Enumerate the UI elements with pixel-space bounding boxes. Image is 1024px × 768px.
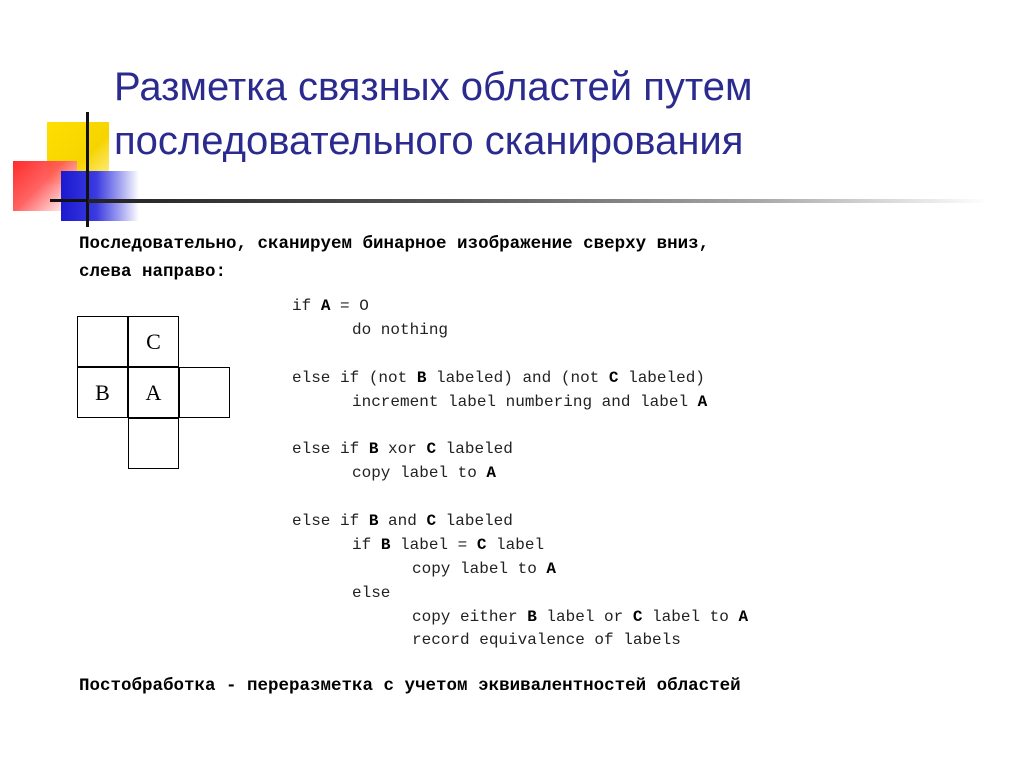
code-var: C	[608, 368, 619, 387]
logo-vertical-line	[86, 112, 89, 227]
slide-title-line-2: последовательного сканирования	[114, 119, 744, 163]
grid-cell-bottom	[128, 418, 179, 469]
code-text: label to	[642, 607, 739, 626]
code-var: A	[320, 297, 331, 315]
code-var: B	[527, 607, 537, 626]
slide-title-line-1: Разметка связных областей путем	[114, 65, 753, 109]
code-var: C	[476, 535, 487, 554]
code-var: C	[426, 512, 437, 531]
code-text: labeled)	[618, 368, 705, 387]
code-var: A	[697, 392, 708, 411]
code-text: else	[352, 583, 391, 602]
footer-text: Постобработка - переразметка с учетом эквивалентностей областей	[79, 676, 741, 696]
code-var: B	[368, 440, 379, 459]
code-text: labeled	[436, 512, 513, 531]
code-line	[292, 438, 992, 462]
code-text: label =	[390, 535, 477, 554]
code-text: xor	[378, 440, 427, 459]
code-line	[292, 391, 992, 415]
code-text: copy label to	[352, 464, 487, 483]
neighborhood-grid	[77, 316, 233, 472]
code-var: C	[632, 607, 643, 626]
code-line	[292, 295, 992, 319]
grid-label-b: B	[95, 379, 110, 405]
code-text: label or	[536, 607, 633, 626]
code-blank-line	[292, 486, 992, 510]
code-blank-line	[292, 414, 992, 438]
code-blank-line	[292, 343, 992, 367]
intro-line-2: слева направо:	[79, 262, 227, 282]
code-line	[292, 606, 992, 630]
grid-cell-right	[179, 367, 230, 418]
code-text: increment label numbering and label	[352, 392, 698, 411]
code-line	[292, 582, 992, 606]
code-var: A	[546, 559, 557, 578]
code-var: A	[486, 464, 497, 483]
intro-line-1: Последовательно, сканируем бинарное изображение сверху вниз,	[79, 234, 710, 254]
code-var: B	[416, 368, 427, 387]
pseudocode-block	[292, 295, 992, 653]
grid-label-a: A	[145, 379, 162, 405]
code-text: labeled) and (not	[426, 368, 609, 387]
code-line	[292, 462, 992, 486]
grid-cell-top-left	[77, 316, 128, 367]
code-line	[292, 534, 992, 558]
code-text: else if	[292, 440, 369, 459]
code-line	[292, 319, 992, 343]
code-text: else if (not	[292, 368, 417, 387]
code-text: if	[292, 297, 321, 315]
grid-cell-c	[128, 316, 179, 367]
code-text: if	[352, 535, 381, 554]
code-text: = O	[330, 297, 369, 315]
code-text: copy label to	[412, 559, 547, 578]
code-line	[292, 367, 992, 391]
code-var: C	[426, 440, 437, 459]
code-text: record equivalence of labels	[412, 631, 681, 650]
grid-label-c: C	[146, 328, 161, 354]
title-divider	[88, 199, 988, 203]
grid-cell-b	[77, 367, 128, 418]
code-var: A	[738, 607, 749, 626]
code-text: else if	[292, 512, 369, 531]
code-text: and	[378, 512, 427, 531]
code-text: labeled	[436, 440, 513, 459]
code-line	[292, 510, 992, 534]
code-var: B	[380, 535, 391, 554]
slide-title	[114, 60, 994, 168]
code-text: do nothing	[352, 320, 449, 339]
grid-cell-a	[128, 367, 179, 418]
code-line	[292, 558, 992, 582]
logo-blue-square	[61, 171, 139, 221]
code-text: label	[486, 535, 545, 554]
code-line	[292, 629, 992, 653]
code-text: copy either	[412, 607, 528, 626]
code-var: B	[368, 512, 379, 531]
intro-text	[79, 230, 979, 286]
